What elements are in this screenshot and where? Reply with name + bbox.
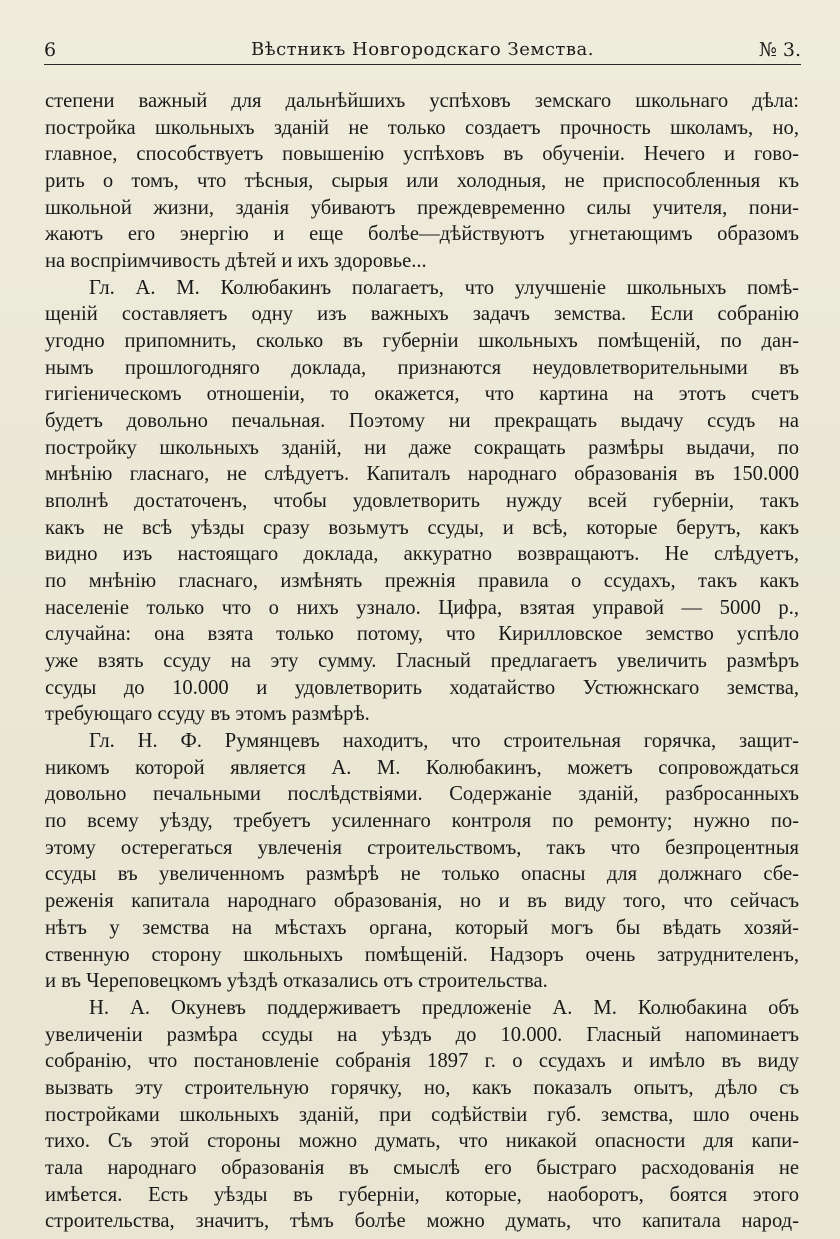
text-line: вполнѣ достаточенъ, чтобы удовлетворить нужду всей губерніи, такъ — [45, 490, 799, 513]
text-line: увеличеніи размѣра ссуды на уѣздъ до 10.000. Гласный напоминаетъ — [45, 1023, 799, 1046]
text-line: постройка школьныхъ зданій не только создаетъ прочность школамъ, но, — [45, 116, 799, 139]
paragraph-start-line: Гл. А. М. Колюбакинъ полагаетъ, что улучшеніе школьныхъ помѣ- — [89, 276, 799, 299]
text-line: главное, способствуетъ повышенію успѣховъ въ обученіи. Нечего и гово- — [45, 143, 799, 166]
text-line: этому остерегаться увлеченія строительствомъ, такъ что безпроцентныя — [45, 836, 799, 859]
text-line: ссуды до 10.000 и удовлетворить ходатайство Устюжнскаго земства, — [45, 676, 799, 699]
paragraph-end-line: требующаго ссуду въ этомъ размѣрѣ. — [45, 703, 370, 726]
header-rule — [44, 64, 801, 65]
text-line: населеніе только что о нихъ узнало. Цифра, взятая управой — 5000 р., — [45, 596, 799, 619]
text-line: угодно припомнить, сколько въ губерніи школьныхъ помѣщеній, по дан- — [45, 330, 799, 353]
paragraph-start-line: Гл. Н. Ф. Румянцевъ находитъ, что строительная горячка, защит- — [89, 730, 799, 753]
text-line: мнѣнію гласнаго, не слѣдуетъ. Капиталъ народнаго образованія въ 150.000 — [45, 463, 799, 486]
running-title: Вѣстникъ Новгородскаго Земства. — [251, 39, 594, 60]
text-line: строительства, значитъ, тѣмъ болѣе можно думать, что капитала народ- — [45, 1210, 799, 1233]
body-text — [45, 88, 799, 1235]
text-line: щеній составляетъ одну изъ важныхъ задачъ земства. Если собранію — [45, 303, 799, 326]
page-number: 6 — [44, 39, 57, 61]
text-line: школьной жизни, зданія убиваютъ преждевременно силы учителя, пони- — [45, 196, 799, 219]
text-line: тала народнаго образованія въ смыслѣ его быстраго расходованія не — [45, 1156, 799, 1179]
issue-number: № 3. — [758, 39, 801, 61]
running-header — [44, 38, 801, 66]
text-line: вызвать эту строительную горячку, но, какъ показалъ опытъ, дѣло съ — [45, 1076, 799, 1099]
text-line: рить о томъ, что тѣсныя, сырыя или холодныя, не приспособленныя къ — [45, 170, 799, 193]
text-line: ссуды въ увеличенномъ размѣрѣ не только опасны для должнаго сбе- — [45, 863, 799, 886]
text-line: довольно печальными послѣдствіями. Содержаніе зданій, разбросанныхъ — [45, 783, 799, 806]
paragraph-end-line: и въ Череповецкомъ уѣздѣ отказались отъ строительства. — [45, 970, 548, 993]
text-line: нымъ прошлогодняго доклада, признаются неудовлетворительными въ — [45, 356, 799, 379]
paragraph-start-line: Н. А. Окуневъ поддерживаетъ предложеніе А. М. Колюбакина объ — [89, 996, 799, 1019]
text-line: постройками школьныхъ зданій, при содѣйствіи губ. земства, шло очень — [45, 1103, 799, 1126]
text-line: будетъ довольно печальная. Поэтому ни прекращать выдачу ссудъ на — [45, 410, 799, 433]
text-line: никомъ которой является А. М. Колюбакинъ, можетъ сопровождаться — [45, 756, 799, 779]
text-line: уже взять ссуду на эту сумму. Гласный предлагаетъ увеличить размѣръ — [45, 650, 799, 673]
text-line: постройку школьныхъ зданій, ни даже сокращать размѣры выдачи, по — [45, 436, 799, 459]
text-line: реженія капитала народнаго образованія, но и въ виду того, что сейчасъ — [45, 890, 799, 913]
text-line: тихо. Съ этой стороны можно думать, что никакой опасности для капи- — [45, 1130, 799, 1153]
paragraph-end-line: на воспріимчивость дѣтей и ихъ здоровье... — [45, 250, 427, 273]
text-line: по всему уѣзду, требуетъ усиленнаго контроля по ремонту; нужно по- — [45, 810, 799, 833]
text-line: имѣется. Есть уѣзды въ губерніи, которые, наоборотъ, боятся этого — [45, 1183, 799, 1206]
text-line: случайна: она взята только потому, что Кирилловское земство успѣло — [45, 623, 799, 646]
text-line: какъ не всѣ уѣзды сразу возьмутъ ссуды, и всѣ, которые берутъ, какъ — [45, 516, 799, 539]
text-line: собранію, что постановленіе собранія 1897 г. о ссудахъ и имѣло въ виду — [45, 1050, 799, 1073]
text-line: нѣтъ у земства на мѣстахъ органа, который могъ бы вѣдать хозяй- — [45, 916, 799, 939]
text-line: жаютъ его энергію и еще болѣе—дѣйствуютъ угнетающимъ образомъ — [45, 223, 799, 246]
text-line: видно изъ настоящаго доклада, аккуратно возвращаютъ. Не слѣдуетъ, — [45, 543, 799, 566]
text-line: гигіеническомъ отношеніи, то окажется, что картина на этотъ счетъ — [45, 383, 799, 406]
text-line: по мнѣнію гласнаго, измѣнять прежнія правила о ссудахъ, такъ какъ — [45, 570, 799, 593]
text-line: ственную сторону школьныхъ помѣщеній. Надзоръ очень затруднителенъ, — [45, 943, 799, 966]
text-line: степени важный для дальнѣйшихъ успѣховъ земскаго школьнаго дѣла: — [45, 90, 799, 112]
